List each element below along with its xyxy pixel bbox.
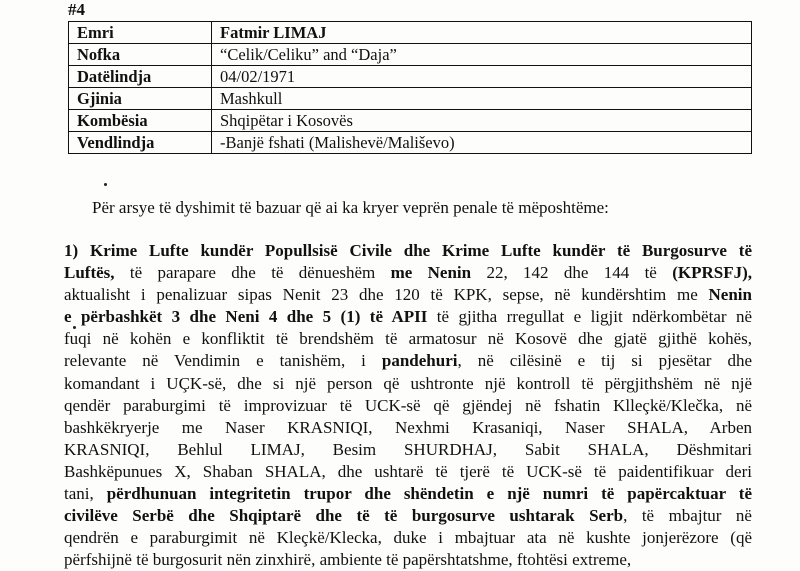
paragraph-line: [64, 417, 752, 439]
paragraph-line: [64, 240, 752, 262]
paragraph-line: [64, 350, 752, 372]
personal-info-table: [68, 21, 752, 154]
info-value: “Celik/Celiku” and “Daja”: [212, 44, 752, 66]
paragraph-line: [64, 306, 752, 328]
text-run: përfshijnë të burgosurit nën zinxhirë, ambiente të papërshtatshme, ftohtësi extreme,: [64, 550, 632, 570]
text-run: të gjitha rregullat e ligjit ndërkombëtar në: [427, 307, 752, 327]
paragraph-line: [64, 483, 752, 505]
text-run: 22, 142 dhe 144 të: [471, 263, 673, 283]
paragraph-line: [64, 284, 752, 306]
paragraph-line: [64, 328, 752, 350]
paragraph-line: [64, 461, 752, 483]
bold-text: civilëve Serbë dhe Shqiptarë dhe të të burgosurve ushtarak Serb: [64, 506, 624, 526]
info-label: Nofka: [69, 44, 212, 66]
text-run: tani,: [64, 484, 107, 504]
info-value: Fatmir LIMAJ: [212, 22, 752, 44]
info-label: Datëlindja: [69, 66, 212, 88]
text-run: qendrën e paraburgimit në Kleçkë/Klecka, duke i mbajtuar ata në kushte jonjerëzore (që: [64, 528, 752, 548]
text-run: relevante në Vendimin e tanishëm, i: [64, 351, 382, 371]
paragraph-line: [64, 262, 752, 284]
intro-sentence: Për arsye të dyshimit të bazuar që ai ka kryer veprën penale të mëposhtëme:: [92, 198, 609, 217]
info-label: Gjinia: [69, 88, 212, 110]
info-row: [69, 88, 752, 110]
bold-text: pandehuri: [381, 351, 458, 371]
scan-speck: [73, 326, 76, 329]
info-row: [69, 132, 752, 154]
bold-text: (KPRSFJ),: [672, 263, 752, 283]
info-row: [69, 22, 752, 44]
scan-speck: [104, 183, 107, 186]
text-run: fuqi në kohën e konfliktit të brendshëm të armatosur në Kosovë dhe gjatë gjithë kohës,: [64, 329, 752, 349]
text-run: të parapare dhe të dënueshëm: [114, 263, 391, 283]
info-value: Mashkull: [212, 88, 752, 110]
paragraph-line: [64, 505, 752, 527]
bold-text: Luftës,: [64, 263, 115, 283]
info-value: 04/02/1971: [212, 66, 752, 88]
bold-text: Nenin: [708, 285, 752, 305]
info-value: -Banjë fshati (Malishevë/Mališevo): [212, 132, 752, 154]
text-run: komandant i UÇK-së, dhe si një person që ushtronte një kontroll të përgjithshëm në një: [64, 373, 752, 393]
bold-text: e përbashkët 3 dhe Neni 4 dhe 5 (1) të APII: [64, 307, 428, 327]
info-label: Vendlindja: [69, 132, 212, 154]
text-run: qendër paraburgimi të improvizuar të UCK-së që gjëndej në fshatin Klleçkë/Klečka, në: [64, 395, 752, 415]
info-row: [69, 66, 752, 88]
text-run: KRASNIQI, Behlul LIMAJ, Besim SHURDHAJ, Sabit SHALA, Dëshmitari: [64, 439, 752, 459]
text-run: bashkëkryerje me Naser KRASNIQI, Nexhmi Krasaniqi, Naser SHALA, Arben: [64, 417, 752, 437]
text-run: , të mbajtur në: [623, 506, 752, 526]
info-row: [69, 44, 752, 66]
bold-text: 1) Krime Lufte kundër Popullsisë Civile dhe Krime Lufte kundër të Burgosurve të: [64, 241, 752, 260]
bold-text: me Nenin: [390, 263, 472, 283]
text-run: Bashkëpunues X, Shaban SHALA, dhe ushtarë të tjerë të UCK-së të paidentifikuar deri: [64, 461, 752, 481]
paragraph-line: [64, 395, 752, 417]
text-run: aktualisht i penalizuar sipas Nenit 23 dhe 120 të KPK, sepse, në kundërshtim me: [64, 285, 709, 305]
bold-text: përdhunuan integritetin trupor dhe shëndetin e një numri të papërcaktuar të: [106, 484, 752, 504]
paragraph-line: [64, 439, 752, 461]
info-row: [69, 110, 752, 132]
text-run: , në cilësinë e tij si pjesëtar dhe: [457, 351, 752, 371]
info-label: Emri: [69, 22, 212, 44]
info-label: Kombësia: [69, 110, 212, 132]
paragraph-line: [64, 527, 752, 549]
paragraph-line: [64, 373, 752, 395]
info-value: Shqipëtar i Kosovës: [212, 110, 752, 132]
document-number: #4: [68, 0, 85, 19]
charge-paragraph: [64, 240, 752, 571]
